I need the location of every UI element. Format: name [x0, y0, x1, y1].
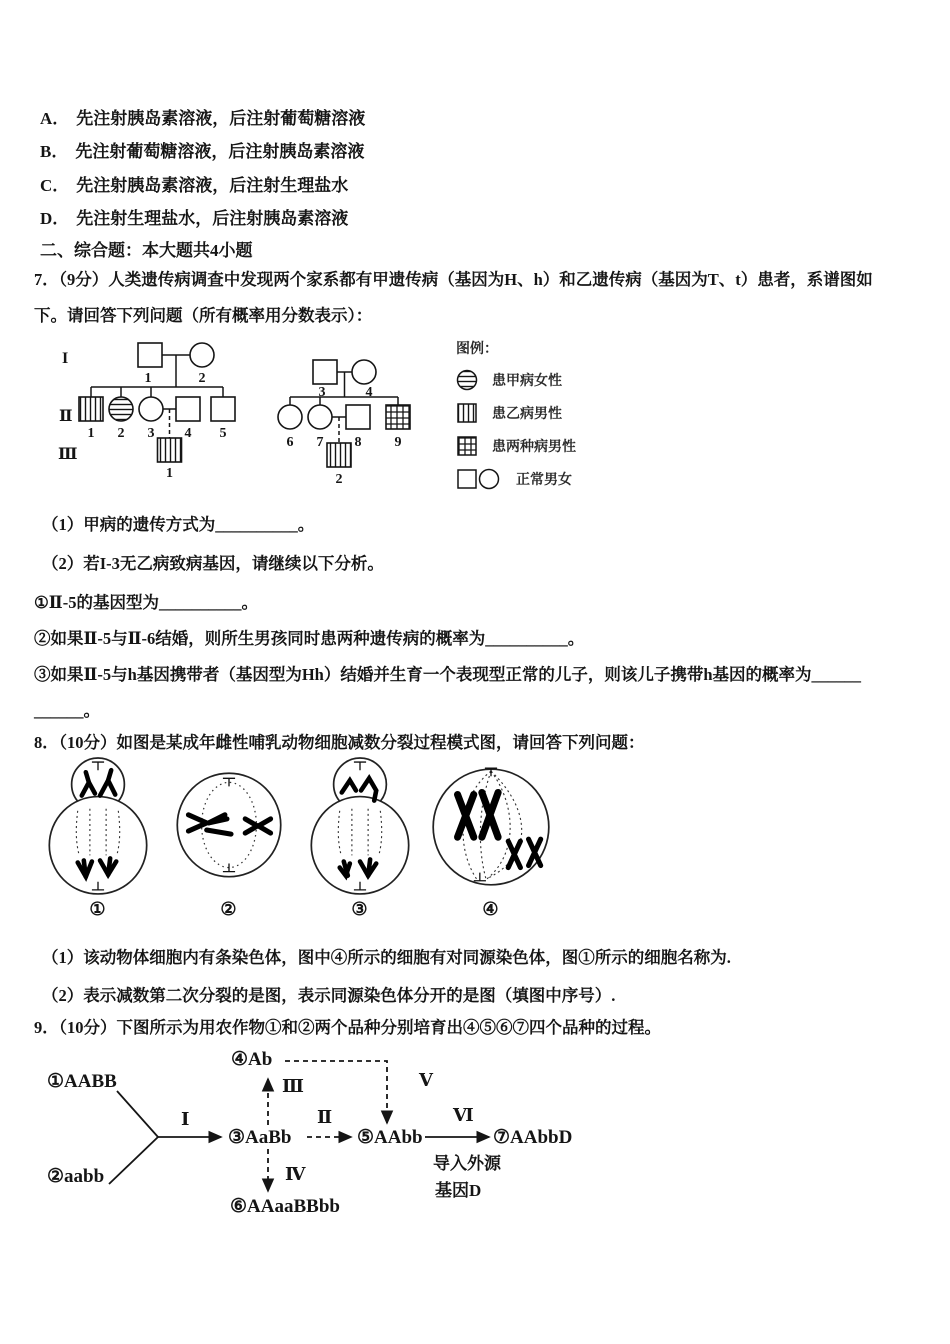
q8-part2: （2）表示减数第二次分裂的是图，表示同源染色体分开的是图（填图中序号）.: [42, 986, 616, 1005]
line-from-parent1: [117, 1091, 158, 1137]
q7-sub3-line1: ③如果Ⅱ-5与h基因携带者（基因型为Hh）结婚并生育一个表现型正常的儿子，则该儿子携带h基因的概率为______: [34, 665, 862, 684]
step-label-6: Ⅵ: [453, 1105, 474, 1125]
legend-row-affected-a-female: [456, 369, 666, 391]
generation-label-3: Ⅲ: [58, 446, 78, 463]
option-a-text: 先注射胰岛素溶液，后注射葡萄糖溶液: [76, 109, 366, 128]
answer-option-c: [40, 171, 348, 196]
generation-label-1: I: [62, 350, 69, 367]
q8-stem: 8．（10分）如图是某成年雌性哺乳动物细胞减数分裂过程模式图，请回答下列问题：: [34, 733, 645, 752]
pedigree-number: 2: [198, 371, 206, 386]
cell-3-label: ③: [351, 899, 368, 919]
variety-3: ③AaBb: [228, 1127, 292, 1148]
pedigree-number: 2: [117, 426, 125, 441]
transgene-note-line2: 基因D: [435, 1181, 482, 1200]
pedigree-number: 1: [144, 371, 152, 386]
step-label-3: Ⅲ: [282, 1076, 304, 1096]
pedigree-number: 3: [147, 426, 155, 441]
variety-7: ⑦AAbbD: [493, 1127, 573, 1148]
pedigree-number: 4: [184, 426, 192, 441]
variety-5: ⑤AAbb: [357, 1127, 423, 1148]
variety-1: ①AABB: [47, 1071, 117, 1092]
answer-option-d: [40, 204, 348, 229]
pedigree-female-II7-icon: [308, 405, 332, 429]
option-d-text: 先注射生理盐水，后注射胰岛素溶液: [76, 209, 349, 228]
pedigree-affected-b-male-II1-icon: [79, 397, 103, 421]
cell-4: [428, 756, 553, 928]
step-label-4: Ⅳ: [285, 1164, 306, 1184]
option-b-text: 先注射葡萄糖溶液，后注射胰岛素溶液: [75, 142, 365, 161]
cell-2: [166, 756, 291, 928]
breeding-diagram: [45, 1045, 625, 1230]
answer-option-a: [40, 104, 365, 129]
transgene-note-line1: 导入外源: [433, 1154, 501, 1173]
pedigree-number: 6: [286, 435, 294, 450]
pedigree-affected-a-female-II2-icon: [109, 397, 133, 421]
pedigree-number: 7: [316, 435, 324, 450]
option-d-letter: D．: [40, 209, 70, 228]
generation-label-2: Ⅱ: [59, 408, 73, 425]
square-vertical-stripes-icon: [456, 402, 478, 424]
cell-4-diagram-icon: [428, 756, 554, 898]
cell-1-label: ①: [89, 899, 106, 919]
right-family-lines: [290, 372, 398, 443]
option-c-text: 先注射胰岛素溶液，后注射生理盐水: [76, 176, 349, 195]
cell-1-diagram-icon: [38, 756, 158, 898]
square-and-circle-icon: [456, 468, 502, 490]
pedigree-affected-b-male-III2-icon: [327, 443, 351, 467]
pedigree-male-II8-icon: [346, 405, 370, 429]
answer-option-b: [40, 137, 364, 162]
cell-1: [35, 756, 160, 928]
pedigree-male-I3-icon: [313, 360, 337, 384]
pedigree-number: 2: [335, 472, 343, 487]
pedigree-female-II3-icon: [139, 397, 163, 421]
circle-horizontal-stripes-icon: [456, 369, 478, 391]
pedigree-female-I4-icon: [352, 360, 376, 384]
pedigree-number: 1: [87, 426, 95, 441]
pedigree-number: 4: [365, 385, 373, 400]
meiosis-cells-figure: [35, 756, 555, 928]
section-header: 二、综合题：本大题共4小题: [40, 241, 253, 260]
legend-row-normal: [456, 468, 666, 490]
q7-sub3-line2: ______。: [34, 701, 100, 720]
pedigree-number: 1: [166, 466, 173, 481]
pedigree-legend: [456, 338, 666, 490]
pedigree-number: 8: [354, 435, 362, 450]
step-label-2: Ⅱ: [317, 1107, 333, 1127]
pedigree-number: 3: [318, 385, 326, 400]
step-label-5: Ⅴ: [419, 1070, 433, 1090]
pedigree-female-I2-icon: [190, 343, 214, 367]
legend-label: 患乙病男性: [492, 407, 562, 422]
q9-stem: 9．（10分）下图所示为用农作物①和②两个品种分别培育出④⑤⑥⑦四个品种的过程。: [34, 1018, 661, 1037]
variety-4: ④Ab: [231, 1049, 273, 1070]
legend-label: 正常男女: [516, 473, 572, 488]
pedigree-chart: [58, 337, 448, 492]
option-b-letter: B．: [40, 142, 69, 161]
q7-sub2: ②如果Ⅱ-5与Ⅱ-6结婚，则所生男孩同时患两种遗传病的概率为__________。: [34, 629, 585, 648]
pedigree-male-II4-icon: [176, 397, 200, 421]
variety-2: ②aabb: [47, 1166, 105, 1187]
line-from-parent2: [109, 1137, 158, 1184]
cell-3: [297, 756, 422, 928]
cell-2-diagram-icon: [169, 756, 289, 898]
pedigree-male-I1-icon: [138, 343, 162, 367]
legend-label: 患两种病男性: [492, 440, 576, 455]
pedigree-affected-both-male-II9-icon: [386, 405, 410, 429]
pedigree-male-II5-icon: [211, 397, 235, 421]
pedigree-affected-b-male-III1-icon: [158, 438, 182, 462]
q7-sub1: ①Ⅱ-5的基因型为__________。: [34, 593, 258, 612]
q7-stem-line1: 7．（9分）人类遗传病调查中发现两个家系都有甲遗传病（基因为H、h）和乙遗传病（基因为T、t）患者，系谱图如: [34, 270, 873, 289]
q7-part2: （2）若I-3无乙病致病基因，请继续以下分析。: [42, 554, 384, 573]
legend-title: 图例：: [456, 342, 498, 357]
cell-2-label: ②: [220, 899, 237, 919]
cell-3-diagram-icon: [300, 756, 420, 898]
legend-row-affected-both-male: [456, 435, 666, 457]
legend-label: 患甲病女性: [492, 374, 562, 389]
square-grid-icon: [456, 435, 478, 457]
pedigree-number: 9: [394, 435, 402, 450]
step-label-1: Ⅰ: [181, 1109, 190, 1129]
cell-4-label: ④: [482, 899, 499, 919]
pedigree-female-II6-icon: [278, 405, 302, 429]
option-a-letter: A．: [40, 109, 70, 128]
q8-part1: （1）该动物体细胞内有条染色体，图中④所示的细胞有对同源染色体，图①所示的细胞名称为.: [42, 948, 731, 967]
q7-stem-line2: 下。请回答下列问题（所有概率用分数表示）：: [34, 306, 373, 325]
option-c-letter: C．: [40, 176, 70, 195]
variety-6: ⑥AAaaBBbb: [230, 1196, 340, 1217]
legend-row-affected-b-male: [456, 402, 666, 424]
pedigree-number: 5: [219, 426, 227, 441]
q7-part1: （1）甲病的遗传方式为__________。: [42, 515, 315, 534]
